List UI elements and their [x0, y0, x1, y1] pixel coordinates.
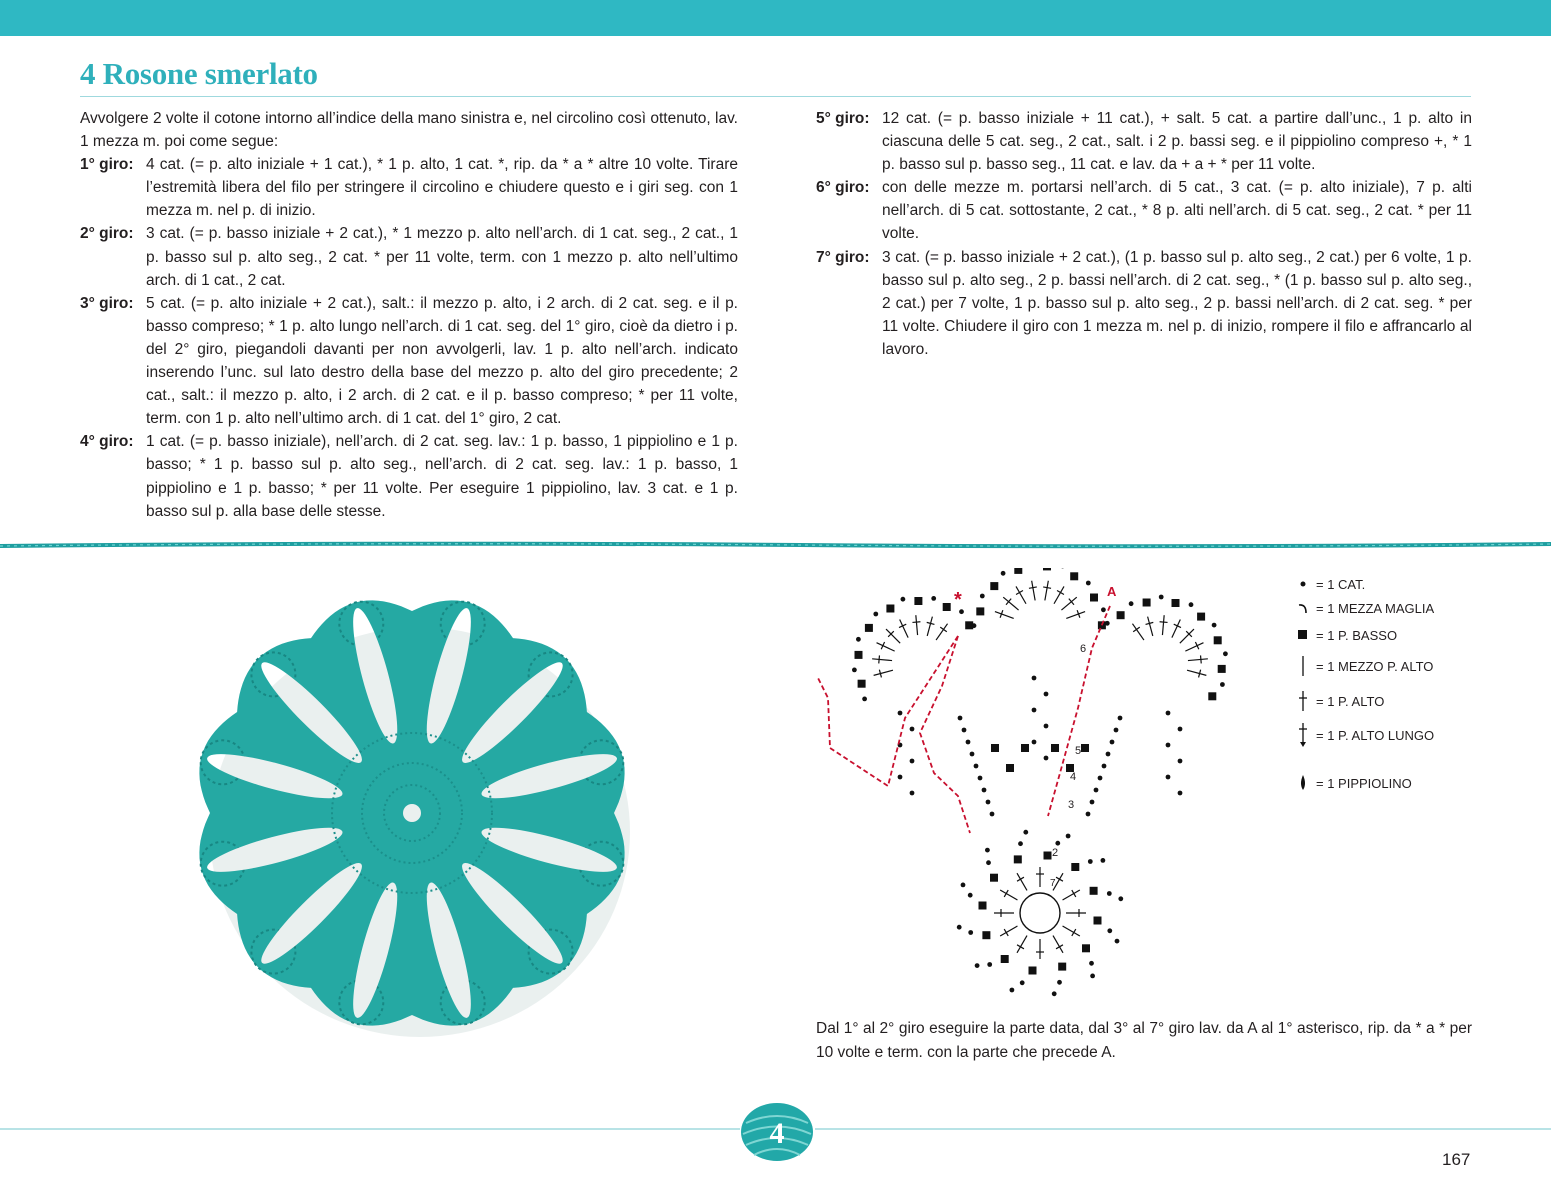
a-marker: A — [1107, 584, 1117, 599]
round-number-5: 5 — [1075, 745, 1082, 757]
page-title: 4 Rosone smerlato — [80, 56, 318, 91]
legend-label: = 1 P. ALTO LUNGO — [1316, 727, 1435, 743]
round-label: 3° giro: — [80, 294, 134, 312]
round-1 — [80, 153, 738, 222]
crochet-chart — [810, 568, 1280, 1008]
legend-label: = 1 P. BASSO — [1316, 627, 1398, 643]
round-number-2: 2 — [1052, 847, 1059, 859]
round-text: 1 cat. (= p. basso iniziale), nell’arch. di 2 cat. seg. lav.: 1 p. basso, 1 pippiolino e 1 p. basso; * 1 p. basso sul p. alto seg., nell’arch. di 2 cat. seg. lav.: 1 p. basso, 1 pippiolino e 1 p. basso; * per 11 volte. Per eseguire 1 pippiolino, lav. 3 cat. e 1 p. basso sul p. alla base delle stesse. — [146, 433, 738, 520]
round-label: 7° giro: — [816, 248, 870, 266]
page-number: 167 — [1442, 1150, 1471, 1169]
round-2 — [80, 222, 738, 291]
round-text: 12 cat. (= p. basso iniziale + 11 cat.), + salt. 5 cat. a partire dall’unc., 1 p. alto in ciascuna delle 5 cat. seg., 2 cat., salt. i 2 p. bassi seg. e il pippiolino compreso +, * 1 p. basso sul p. basso seg., 11 cat. e lav. da + a + * per 11 volte. — [882, 110, 1472, 174]
round-number-7: 7 — [1050, 878, 1056, 889]
long-cross-icon — [1290, 723, 1316, 747]
legend-label: = 1 MEZZO P. ALTO — [1316, 658, 1434, 674]
round-3 — [80, 292, 738, 431]
doily-photo — [170, 570, 640, 1050]
title-rule — [80, 96, 1471, 97]
legend-item — [1290, 723, 1434, 747]
footer-line-left — [0, 1128, 740, 1130]
top-accent-bar — [0, 0, 1551, 36]
round-4 — [80, 430, 738, 522]
round-text: 3 cat. (= p. basso iniziale + 2 cat.), * 1 mezzo p. alto nell’arch. di 1 cat. seg., 2 cat., 1 p. basso sul p. alto seg., 2 cat. * per 11 volte, term. con 1 mezzo p. alto nell’ultimo arch. di 1 cat., 2 cat. — [146, 225, 738, 289]
legend-label: = 1 P. ALTO — [1316, 693, 1385, 709]
marker-a-path-red — [1048, 606, 1110, 816]
legend-item — [1290, 623, 1397, 647]
asterisk-marker: * — [954, 589, 962, 611]
slip-stitch-icon — [1290, 596, 1316, 620]
footer-line-right — [815, 1128, 1551, 1130]
legend-label: = 1 MEZZA MAGLIA — [1316, 600, 1435, 616]
legend-item — [1290, 572, 1365, 596]
round-7 — [816, 246, 1472, 361]
teardrop-icon — [1290, 771, 1316, 795]
repeat-boundary-red — [818, 636, 958, 786]
round-number-6: 6 — [1080, 643, 1087, 655]
round-label: 5° giro: — [816, 110, 870, 127]
round-text: 3 cat. (= p. basso iniziale + 2 cat.), (1 p. basso sul p. alto seg., 2 cat.) per 6 volte, 1 p. basso sul p. alto seg., 2 p. bassi nell’arch. di 2 cat. seg., * (1 p. basso sul p. alto seg., 2 cat.) per 7 volte, 1 p. basso sul p. alto seg., 2 p. bassi nell’arch. di 2 cat. seg. * per 11 volte. Chiudere il giro con 1 mezza m. nel p. di inizio, rompere il filo e affrancarlo al lavoro. — [882, 248, 1472, 358]
legend-item — [1290, 771, 1412, 795]
round-number-3: 3 — [1068, 799, 1075, 811]
legend-item — [1290, 654, 1433, 678]
round-label: 4° giro: — [80, 433, 134, 451]
bar-icon — [1290, 654, 1316, 678]
round-text: 4 cat. (= p. alto iniziale + 1 cat.), * 1 p. alto, 1 cat. *, rip. da * a * altre 10 volte. Tirare l’estremità libera del filo per stringere il circolino e chiudere questo e i giri seg. con 1 mezza m. nel p. di inizio. — [146, 156, 738, 220]
yarn-ball-badge — [740, 1101, 814, 1163]
legend-label: = 1 CAT. — [1316, 576, 1366, 592]
instructions-right-column — [816, 107, 1472, 361]
cross-icon — [1290, 689, 1316, 713]
round-text: 5 cat. (= p. alto iniziale + 2 cat.), salt.: il mezzo p. alto, i 2 arch. di 2 cat. seg. e il p. basso compreso; * 1 p. alto lungo nell’arch. di 1 cat. seg. del 1° giro, cioè da dietro i p. del 2° giro, piegandoli davanti per non avvolgerli, lav. 1 p. alto nell’arch. indicato inserendo l’unc. sul lato destro della base del mezzo p. alto del giro precedente; 2 cat., salt.: il mezzo p. alto, i 2 arch. di 2 cat. e il p. basso compreso; * per 11 volte, term. con 1 p. alto nell’ultimo arch. di 1 cat. del 1° giro, 2 cat. — [146, 294, 738, 428]
round-label: 1° giro: — [80, 156, 134, 174]
round-6 — [816, 176, 1472, 245]
round-5 — [816, 107, 1472, 176]
square-icon — [1290, 623, 1316, 647]
legend-item — [1290, 596, 1434, 620]
chapter-number: 4 — [769, 1117, 785, 1150]
yarn-thread-divider — [0, 540, 1551, 554]
round-number-4: 4 — [1070, 771, 1077, 783]
instructions-left-column — [80, 107, 738, 523]
diagram-caption: Dal 1° al 2° giro eseguire la parte data, dal 3° al 7° giro lav. da A al 1° asterisco, rip. da * a * per 10 volte e term. con la parte che precede A. — [816, 1020, 1472, 1061]
legend-item — [1290, 689, 1384, 713]
round-label: 2° giro: — [80, 225, 134, 243]
round-label: 6° giro: — [816, 179, 870, 197]
round-text: con delle mezze m. portarsi nell’arch. di 5 cat., 3 cat. (= p. alto iniziale), 7 p. alti nell’arch. di 5 cat. sottostante, 2 cat., * 8 p. alti nell’arch. di 5 cat. seg., 2 cat. * per 11 volte. — [882, 179, 1472, 243]
intro-paragraph: Avvolgere 2 volte il cotone intorno all’indice della mano sinistra e, nel circolino così ottenuto, lav. 1 mezza m. poi come segue: — [80, 110, 738, 151]
start-path-red — [920, 636, 970, 833]
dot-icon — [1290, 572, 1316, 596]
legend-label: = 1 PIPPIOLINO — [1316, 775, 1412, 791]
